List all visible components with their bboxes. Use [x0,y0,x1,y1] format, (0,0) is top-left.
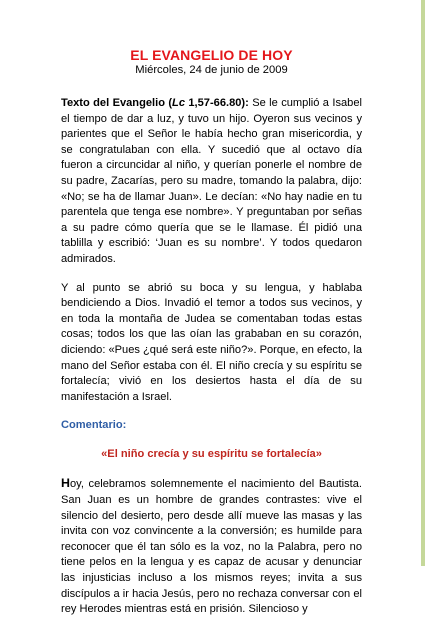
page-border [421,0,425,566]
gospel-label-pre: Texto del Evangelio ( [61,97,173,109]
commentary-quote: «El niño crecía y su espíritu se fortalecía» [101,447,322,460]
commentary-paragraph [61,476,362,617]
gospel-label [61,97,249,109]
gospel-paragraph-2: Y al punto se abrió su boca y su lengua, y hablaba bendiciendo a Dios. Invadió el temor a todos sus vecinos, y en toda la montaña de Judea se comentaban todas estas cosas; todos los que las oían las grababan en su corazón, diciendo: «Pues ¿qué será este niño?». Porque, en efecto, la mano del Señor estaba con él. El niño crecía y su espíritu se fortalecía; vivió en los desiertos hasta el día de su manifestación a Israel. [61,281,362,403]
commentary-text: oy, celebramos solemnemente el nacimiento del Bautista. San Juan es un hombre de grandes contrastes: vive el silencio del desierto, pero desde allí mueve las masas y las invita con voz convincente a la conversión; es humilde para reconocer que él tan sólo es la voz, no la Palabra, pero no tiene pelos en la lengua y es capaz de acusar y denunciar las injusticias incluso a los mismos reyes; invita a sus discípulos a ir hacia Jesús, pero no rechaza conversar con el rey Herodes mientras está en prisión. Silencioso y [61,478,362,616]
date-line: Miércoles, 24 de junio de 2009 [135,64,288,76]
page-title: EL EVANGELIO DE HOY [130,47,293,63]
drop-initial: H [61,476,70,491]
commentary-heading: Comentario: [61,419,127,432]
document-body [61,47,362,631]
gospel-reference: 1,57-66.80): [185,97,249,109]
gospel-text-1: Se le cumplió a Isabel el tiempo de dar a luz, y tuvo un hijo. Oyeron sus vecinos y parientes que el Señor le había hecho gran misericordia, y se congratulaban con ella. Y sucedió que al octavo día fueron a circuncidar al niño, y querían ponerle el nombre de su padre, Zacarías, pero su madre, tomando la palabra, dijo: «No; se ha de llamar Juan». Le decían: «No hay nadie en tu parentela que tenga ese nombre». Y preguntaban por señas a su padre cómo quería que se le llamase. Él pidió una tablilla y escribió: ‘Juan es su nombre’. Y todos quedaron admirados. [61,97,362,265]
gospel-paragraph-1 [61,96,362,268]
gospel-book: Lc [172,97,185,109]
